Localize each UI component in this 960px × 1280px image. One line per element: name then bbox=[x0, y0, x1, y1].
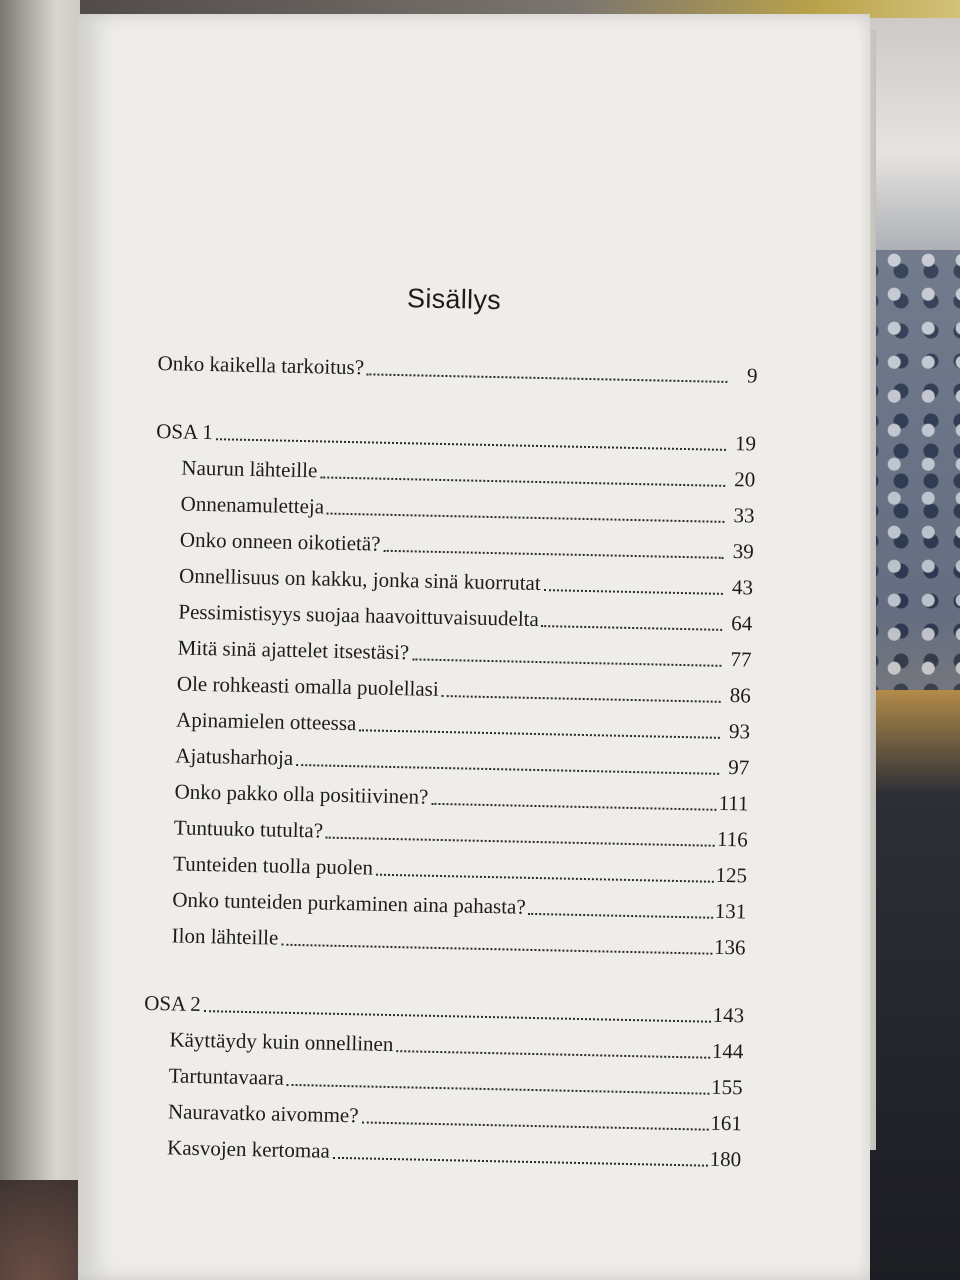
dot-leader bbox=[216, 438, 726, 451]
toc-entry-page: 97 bbox=[728, 755, 750, 780]
dot-leader bbox=[333, 1157, 708, 1167]
page-title: Sisällys bbox=[406, 283, 502, 316]
dot-leader bbox=[367, 373, 728, 383]
dot-leader bbox=[281, 944, 712, 955]
toc-entry-page: 33 bbox=[733, 503, 755, 528]
toc-entry-page: 9 bbox=[746, 363, 758, 388]
dot-leader bbox=[327, 513, 725, 523]
dot-leader bbox=[412, 658, 721, 666]
toc-entry-page: 39 bbox=[732, 539, 755, 564]
toc-entry-label: Onko kaikella tarkoitus? bbox=[157, 350, 365, 380]
toc-entry-page: 125 bbox=[715, 862, 748, 888]
dot-leader bbox=[431, 803, 716, 811]
toc-entry-label: Mitä sinä ajattelet itsestäsi? bbox=[177, 635, 410, 665]
toc-part-page: 19 bbox=[734, 431, 757, 456]
toc-entry-label: Nauravatko aivomme? bbox=[167, 1099, 359, 1128]
toc-entry-page: 144 bbox=[711, 1038, 744, 1064]
toc-entry-page: 131 bbox=[714, 898, 747, 924]
toc-part-page: 143 bbox=[712, 1002, 745, 1028]
toc-entry-page: 86 bbox=[729, 683, 752, 708]
toc-entry-page: 111 bbox=[718, 790, 749, 816]
toc-entry-page: 136 bbox=[713, 934, 746, 960]
toc-entry-page: 155 bbox=[710, 1074, 743, 1100]
toc-entry-label: Apinamielen otteessa bbox=[175, 707, 357, 736]
toc-entry-label: Tartuntavaara bbox=[168, 1063, 285, 1090]
dot-leader bbox=[296, 764, 719, 775]
dot-leader bbox=[361, 1121, 708, 1130]
toc-part-label: OSA 2 bbox=[143, 990, 202, 1017]
dot-leader bbox=[320, 476, 725, 486]
table-of-contents bbox=[141, 250, 780, 1178]
dot-leader bbox=[204, 1010, 711, 1023]
dot-leader bbox=[383, 550, 723, 559]
toc-entry-label: Tunteiden tuolla puolen bbox=[172, 851, 374, 880]
toc-entry-label: Onnenamuletteja bbox=[180, 491, 325, 519]
toc-entry-label: Pessimistisyys suojaa haavoittuvaisuudelta bbox=[178, 599, 540, 632]
toc-entry-label: Naurun lähteille bbox=[181, 455, 318, 483]
toc-entry-page: 93 bbox=[728, 719, 751, 744]
toc-entry-label: Onnellisuus on kakku, jonka sinä kuorrutat bbox=[178, 563, 541, 596]
dot-leader bbox=[544, 589, 723, 595]
toc-entry-label: Tuntuuko tutulta? bbox=[173, 815, 324, 843]
toc-entry-page: 43 bbox=[731, 575, 754, 600]
dot-leader bbox=[326, 837, 715, 847]
toc-part-label: OSA 1 bbox=[155, 418, 214, 445]
toc-entry-page: 77 bbox=[730, 647, 752, 672]
toc-entry-label: Onko pakko olla positiivinen? bbox=[174, 779, 429, 809]
toc-entry-label: Ole rohkeasti omalla puolellasi bbox=[176, 671, 439, 701]
dot-leader bbox=[396, 1050, 710, 1059]
dot-leader bbox=[529, 913, 713, 919]
toc-entry-label: Ilon lähteille bbox=[171, 923, 279, 950]
toc-entry-page: 180 bbox=[709, 1146, 742, 1172]
dot-leader bbox=[542, 625, 723, 631]
toc-entry-page: 64 bbox=[731, 611, 753, 636]
dot-leader bbox=[376, 874, 714, 883]
toc-list bbox=[141, 345, 758, 1177]
toc-entry-label: Onko tunteiden purkaminen aina pahasta? bbox=[172, 887, 526, 919]
toc-entry-page: 116 bbox=[716, 826, 749, 852]
dot-leader bbox=[359, 729, 720, 739]
dot-leader bbox=[287, 1084, 709, 1095]
facing-page-edge bbox=[0, 0, 80, 1280]
toc-entry-label: Onko onneen oikotietä? bbox=[179, 527, 381, 556]
toc-entry-label: Ajatusharhoja bbox=[175, 743, 294, 770]
toc-entry-page: 20 bbox=[734, 467, 756, 492]
toc-entry-label: Kasvojen kertomaa bbox=[166, 1135, 331, 1163]
toc-entry-label: Käyttäydy kuin onnellinen bbox=[169, 1027, 394, 1057]
dot-leader bbox=[442, 695, 721, 703]
toc-entry-page: 161 bbox=[710, 1110, 743, 1136]
